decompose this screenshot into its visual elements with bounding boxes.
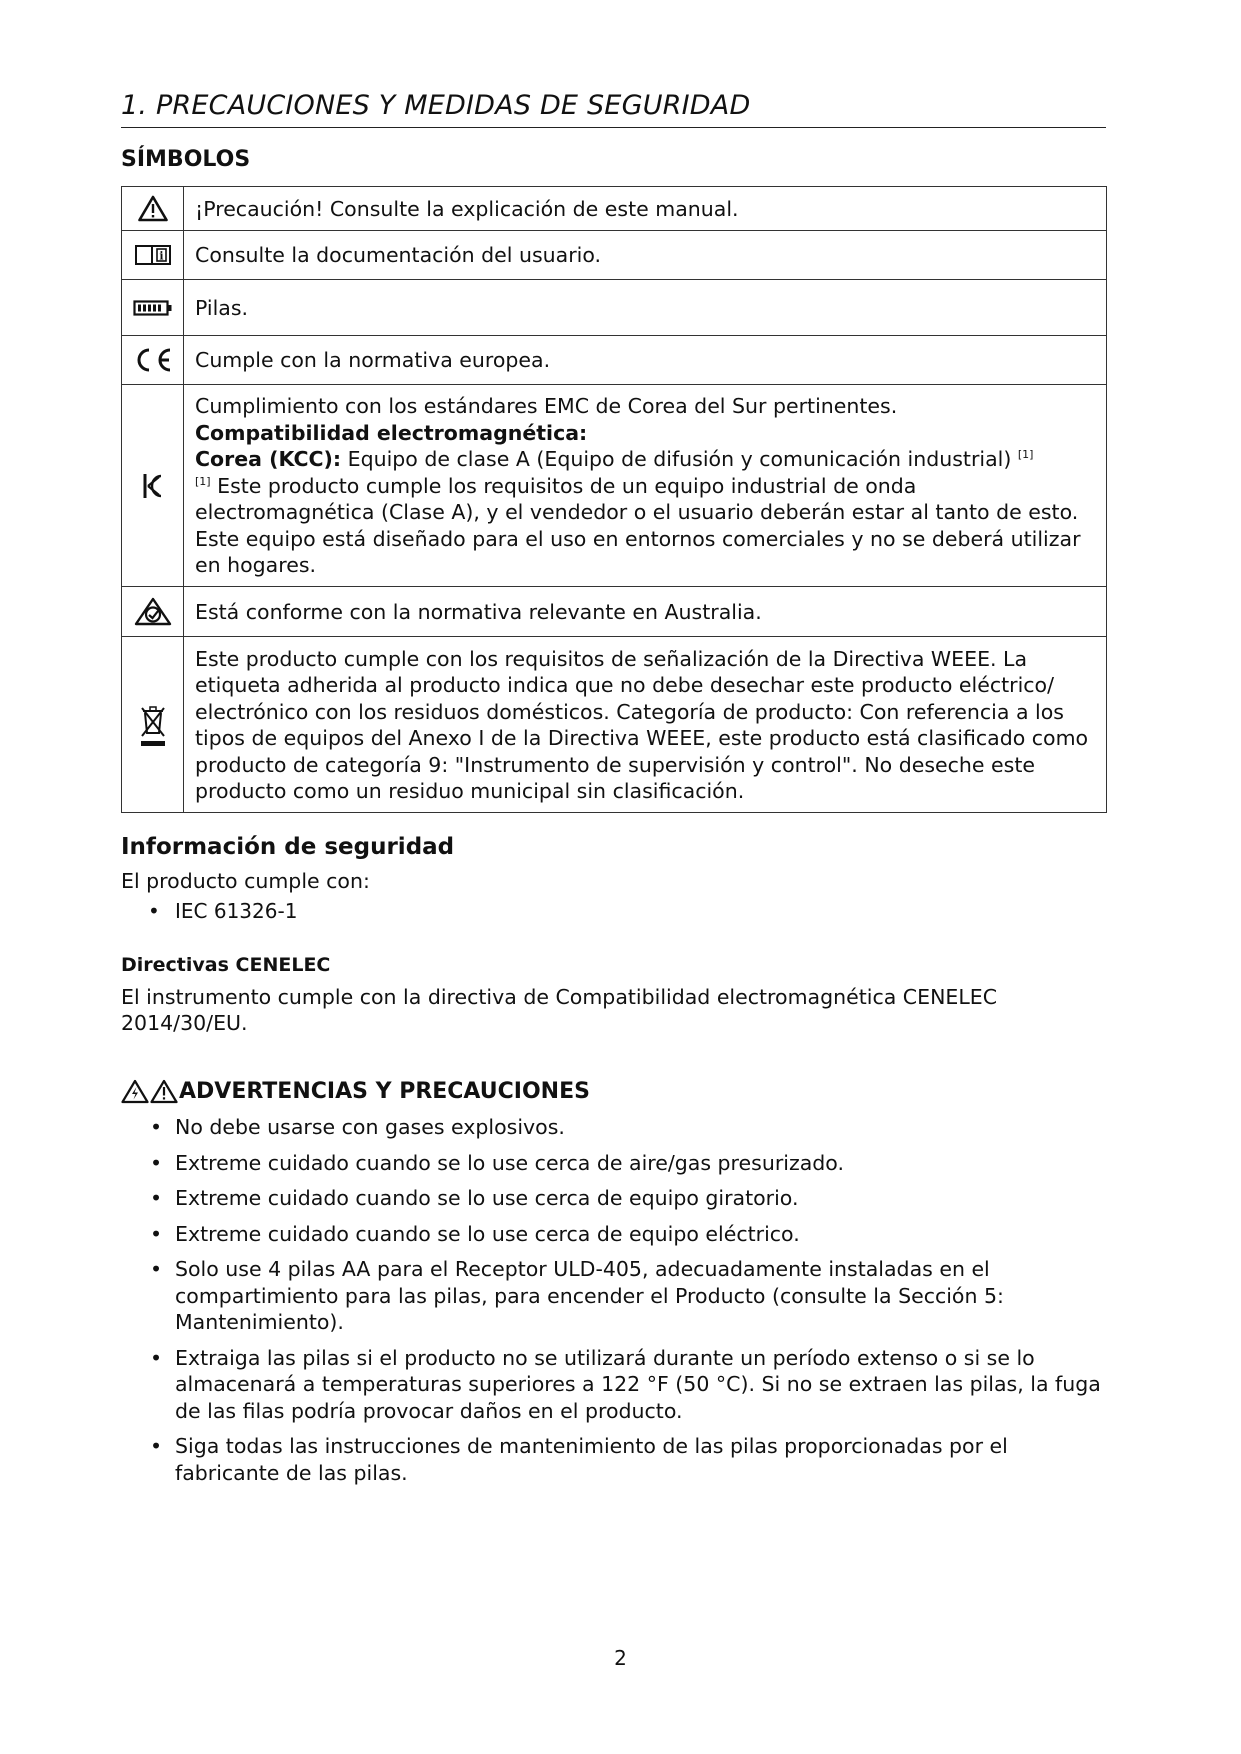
- symbol-row: [122, 187, 1107, 231]
- kc-mark-icon: [122, 385, 184, 587]
- list-item: • Extreme cuidado cuando se lo use cerca de equipo giratorio.: [148, 1185, 1108, 1212]
- warning-triangle-icon: [122, 187, 184, 231]
- standard-name: IEC 61326-1: [175, 899, 298, 923]
- safety-info-heading: Información de seguridad: [121, 834, 455, 860]
- list-item: • No debe usarse con gases explosivos.: [148, 1114, 1108, 1141]
- kc-footnote-text: Este producto cumple los requisitos de un equipo industrial de onda electromagnética (Clase A), y el vendedor o el usuario deberán estar al tanto de esto. Este equipo está diseñado para el uso en entornos comerciales y no se deberá utilizar en hogares.: [195, 473, 1081, 578]
- symbol-row: [122, 385, 1107, 587]
- symbol-description: Cumple con la normativa europea.: [184, 336, 1107, 385]
- kc-country-label: Corea (KCC):: [195, 447, 342, 472]
- symbol-description: Está conforme con la normativa relevante en Australia.: [184, 587, 1107, 637]
- symbols-table: [121, 186, 1107, 813]
- symbol-row: [122, 336, 1107, 385]
- cenelec-heading: Directivas CENELEC: [121, 954, 331, 976]
- kc-compliance-description: [184, 385, 1107, 587]
- list-item: • Siga todas las instrucciones de mantenimiento de las pilas proporcionadas por el fabricante de las pilas.: [148, 1433, 1108, 1486]
- symbol-description: Pilas.: [184, 280, 1107, 336]
- footnote-ref: [1]: [1017, 448, 1034, 462]
- symbols-heading: SÍMBOLOS: [121, 147, 251, 172]
- rcm-australia-icon: [122, 587, 184, 637]
- electrical-hazard-icon: [121, 1079, 149, 1104]
- warnings-heading: [121, 1079, 590, 1104]
- symbol-row: [122, 637, 1107, 813]
- kc-emc-heading: Compatibilidad electromagnética:: [195, 420, 588, 445]
- warnings-title: ADVERTENCIAS Y PRECAUCIONES: [179, 1079, 590, 1104]
- kc-footnote: [195, 473, 1095, 579]
- list-item: • Extreme cuidado cuando se lo use cerca de equipo eléctrico.: [148, 1221, 1108, 1248]
- ce-mark-icon: [122, 336, 184, 385]
- weee-crossed-bin-icon: [122, 637, 184, 813]
- svg-text:i: i: [158, 249, 164, 263]
- symbol-row: [122, 587, 1107, 637]
- symbol-row: [122, 280, 1107, 336]
- battery-icon: [122, 280, 184, 336]
- symbol-description: ¡Precaución! Consulte la explicación de este manual.: [184, 187, 1107, 231]
- footnote-mark: [1]: [195, 474, 211, 488]
- cenelec-text: El instrumento cumple con la directiva de Compatibilidad electromagnética CENELEC 2014/30/EU.: [121, 985, 998, 1035]
- section-title: 1. PRECAUCIONES Y MEDIDAS DE SEGURIDAD: [121, 88, 1106, 128]
- warning-triangle-icon: [150, 1079, 178, 1104]
- page-number: 2: [614, 1646, 627, 1670]
- kc-class-line: [195, 446, 1095, 473]
- safety-info-intro: El producto cumple con:: [121, 869, 370, 893]
- list-item: • IEC 61326-1: [148, 899, 298, 923]
- list-item: • Solo use 4 pilas AA para el Receptor ULD-405, adecuadamente instaladas en el compartimiento para las pilas, para encender el Producto (consulte la Sección 5: Mantenimiento).: [148, 1256, 1108, 1336]
- symbol-description: Este producto cumple con los requisitos de señalización de la Directiva WEEE. La etiqueta adherida al producto indica que no debe desechar este producto eléctrico/ electrónico con los residuos domésticos. Categoría de producto: Con referencia a los tipos de equipos del Anexo I de la Directiva WEEE, este producto está clasificado como producto de categoría 9: "Instrumento de supervisión y control". No deseche este producto como un residuo municipal sin clasificación.: [184, 637, 1107, 813]
- warnings-list: [148, 1114, 1108, 1495]
- kc-class-text: Equipo de clase A (Equipo de difusión y comunicación industrial): [341, 447, 1018, 472]
- symbol-row: [122, 231, 1107, 280]
- kc-line: Cumplimiento con los estándares EMC de Corea del Sur pertinentes.: [195, 394, 898, 419]
- list-item: • Extreme cuidado cuando se lo use cerca de aire/gas presurizado.: [148, 1150, 1108, 1177]
- user-documentation-icon: [122, 231, 184, 280]
- list-item: • Extraiga las pilas si el producto no se utilizará durante un período extenso o si se lo almacenará a temperaturas superiores a 122 °F (50 °C). Si no se extraen las pilas, la fuga de las filas podría provocar daños en el producto.: [148, 1345, 1108, 1425]
- symbol-description: Consulte la documentación del usuario.: [184, 231, 1107, 280]
